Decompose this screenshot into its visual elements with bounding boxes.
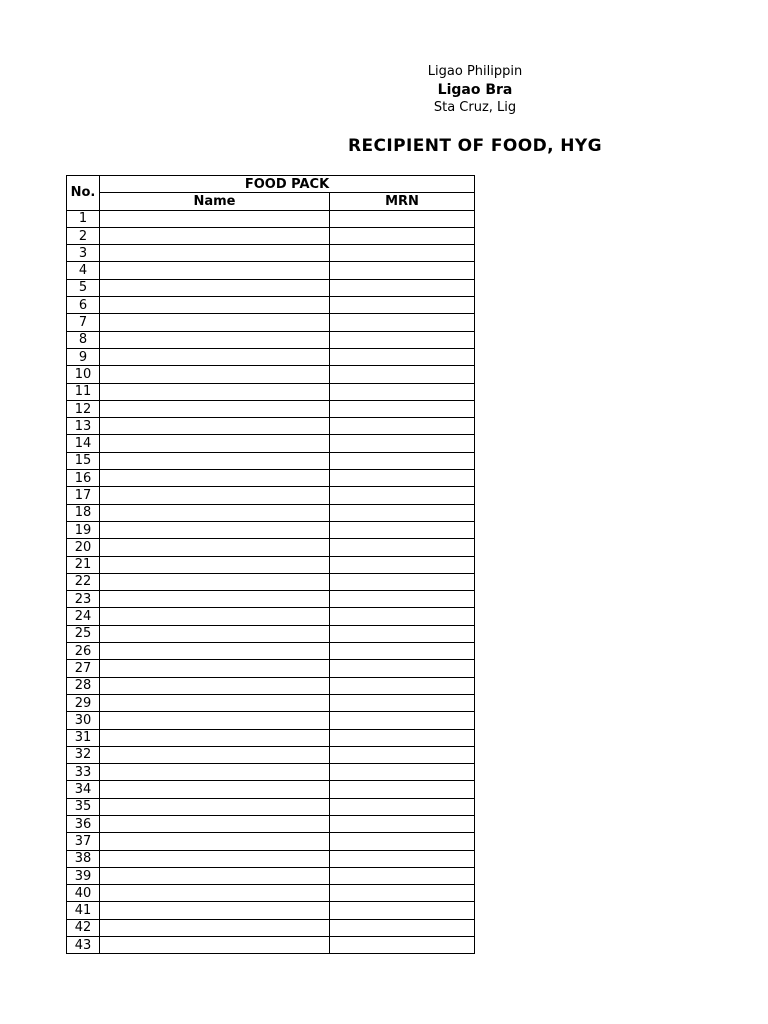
- row-number: 16: [67, 470, 100, 487]
- table-row: [67, 746, 475, 763]
- row-number: 13: [67, 418, 100, 435]
- mrn-cell[interactable]: [330, 487, 475, 504]
- name-cell[interactable]: [100, 504, 330, 521]
- mrn-cell[interactable]: [330, 660, 475, 677]
- row-number: 39: [67, 867, 100, 884]
- row-number: 37: [67, 833, 100, 850]
- table-row: [67, 297, 475, 314]
- row-number: 34: [67, 781, 100, 798]
- name-cell[interactable]: [100, 729, 330, 746]
- name-cell[interactable]: [100, 919, 330, 936]
- row-number: 30: [67, 712, 100, 729]
- mrn-cell[interactable]: [330, 400, 475, 417]
- mrn-cell[interactable]: [330, 608, 475, 625]
- mrn-cell[interactable]: [330, 867, 475, 884]
- table-row: [67, 435, 475, 452]
- row-number: 32: [67, 746, 100, 763]
- table-row: [67, 937, 475, 954]
- table-row: [67, 919, 475, 936]
- table-row: [67, 815, 475, 832]
- name-cell[interactable]: [100, 452, 330, 469]
- name-cell[interactable]: [100, 314, 330, 331]
- table-row: [67, 712, 475, 729]
- name-cell[interactable]: [100, 608, 330, 625]
- mrn-cell[interactable]: [330, 781, 475, 798]
- row-number: 26: [67, 643, 100, 660]
- table-row: [67, 487, 475, 504]
- row-number: 2: [67, 227, 100, 244]
- name-cell[interactable]: [100, 470, 330, 487]
- name-cell[interactable]: [100, 867, 330, 884]
- branch-name: Ligao Bra: [437, 82, 513, 98]
- mrn-cell[interactable]: [330, 227, 475, 244]
- row-number: 23: [67, 591, 100, 608]
- name-cell[interactable]: [100, 625, 330, 642]
- table-row: [67, 643, 475, 660]
- name-cell[interactable]: [100, 781, 330, 798]
- table-row: [67, 625, 475, 642]
- mrn-cell[interactable]: [330, 902, 475, 919]
- mrn-cell[interactable]: [330, 798, 475, 815]
- table-row: [67, 521, 475, 538]
- row-number: 25: [67, 625, 100, 642]
- mrn-cell[interactable]: [330, 833, 475, 850]
- name-cell[interactable]: [100, 297, 330, 314]
- table-row: [67, 383, 475, 400]
- mrn-cell[interactable]: [330, 591, 475, 608]
- table-row: [67, 694, 475, 711]
- row-number: 11: [67, 383, 100, 400]
- table-row: [67, 885, 475, 902]
- mrn-cell[interactable]: [330, 556, 475, 573]
- table-row: [67, 591, 475, 608]
- mrn-cell[interactable]: [330, 625, 475, 642]
- row-number: 9: [67, 348, 100, 365]
- mrn-cell[interactable]: [330, 504, 475, 521]
- table-row: [67, 556, 475, 573]
- row-number: 42: [67, 919, 100, 936]
- name-cell[interactable]: [100, 383, 330, 400]
- name-cell[interactable]: [100, 591, 330, 608]
- mrn-cell[interactable]: [330, 470, 475, 487]
- name-cell[interactable]: [100, 764, 330, 781]
- mrn-cell[interactable]: [330, 712, 475, 729]
- row-number: 40: [67, 885, 100, 902]
- name-cell[interactable]: [100, 902, 330, 919]
- mrn-cell[interactable]: [330, 937, 475, 954]
- mrn-cell[interactable]: [330, 573, 475, 590]
- name-cell[interactable]: [100, 366, 330, 383]
- name-cell[interactable]: [100, 643, 330, 660]
- mrn-cell[interactable]: [330, 279, 475, 296]
- column-header-name: Name: [100, 193, 330, 210]
- mrn-cell[interactable]: [330, 262, 475, 279]
- mrn-cell[interactable]: [330, 746, 475, 763]
- row-number: 8: [67, 331, 100, 348]
- table-row: [67, 573, 475, 590]
- name-cell[interactable]: [100, 573, 330, 590]
- row-number: 18: [67, 504, 100, 521]
- group-header-food-pack: FOOD PACK: [100, 176, 475, 193]
- table-row: [67, 867, 475, 884]
- row-number: 22: [67, 573, 100, 590]
- table-row: [67, 210, 475, 227]
- row-number: 20: [67, 539, 100, 556]
- column-header-no: No.: [67, 176, 100, 211]
- name-cell[interactable]: [100, 660, 330, 677]
- row-number: 21: [67, 556, 100, 573]
- row-number: 6: [67, 297, 100, 314]
- name-cell[interactable]: [100, 885, 330, 902]
- table-body: [67, 210, 475, 954]
- mrn-cell[interactable]: [330, 314, 475, 331]
- mrn-cell[interactable]: [330, 521, 475, 538]
- name-cell[interactable]: [100, 712, 330, 729]
- name-cell[interactable]: [100, 435, 330, 452]
- row-number: 38: [67, 850, 100, 867]
- name-cell[interactable]: [100, 400, 330, 417]
- row-number: 3: [67, 245, 100, 262]
- branch-address: Sta Cruz, Lig: [433, 100, 517, 115]
- table-row: [67, 262, 475, 279]
- name-cell[interactable]: [100, 521, 330, 538]
- row-number: 19: [67, 521, 100, 538]
- name-cell[interactable]: [100, 418, 330, 435]
- table-row: [67, 902, 475, 919]
- row-number: 17: [67, 487, 100, 504]
- table-row: [67, 279, 475, 296]
- name-cell[interactable]: [100, 245, 330, 262]
- mrn-cell[interactable]: [330, 694, 475, 711]
- table-row: [67, 366, 475, 383]
- mrn-cell[interactable]: [330, 919, 475, 936]
- mrn-cell[interactable]: [330, 383, 475, 400]
- row-number: 7: [67, 314, 100, 331]
- name-cell[interactable]: [100, 798, 330, 815]
- mrn-cell[interactable]: [330, 850, 475, 867]
- table-row: [67, 452, 475, 469]
- row-number: 24: [67, 608, 100, 625]
- table-row: [67, 348, 475, 365]
- row-number: 5: [67, 279, 100, 296]
- name-cell[interactable]: [100, 833, 330, 850]
- mrn-cell[interactable]: [330, 297, 475, 314]
- row-number: 33: [67, 764, 100, 781]
- name-cell[interactable]: [100, 331, 330, 348]
- name-cell[interactable]: [100, 850, 330, 867]
- table-row: [67, 227, 475, 244]
- row-number: 27: [67, 660, 100, 677]
- table-row: [67, 833, 475, 850]
- name-cell[interactable]: [100, 539, 330, 556]
- row-number: 14: [67, 435, 100, 452]
- table-row: [67, 314, 475, 331]
- name-cell[interactable]: [100, 746, 330, 763]
- mrn-cell[interactable]: [330, 764, 475, 781]
- row-number: 41: [67, 902, 100, 919]
- row-number: 4: [67, 262, 100, 279]
- name-cell[interactable]: [100, 694, 330, 711]
- name-cell[interactable]: [100, 487, 330, 504]
- table-row: [67, 418, 475, 435]
- mrn-cell[interactable]: [330, 366, 475, 383]
- organization-name: Ligao Philippin: [427, 64, 523, 79]
- mrn-cell[interactable]: [330, 245, 475, 262]
- document-title: RECIPIENT OF FOOD, HYG: [348, 136, 602, 156]
- mrn-cell[interactable]: [330, 885, 475, 902]
- row-number: 28: [67, 677, 100, 694]
- row-number: 36: [67, 815, 100, 832]
- table-row: [67, 245, 475, 262]
- table-row: [67, 850, 475, 867]
- mrn-cell[interactable]: [330, 331, 475, 348]
- table-row: [67, 470, 475, 487]
- recipient-table: [66, 175, 475, 954]
- table-row: [67, 729, 475, 746]
- name-cell[interactable]: [100, 937, 330, 954]
- mrn-cell[interactable]: [330, 677, 475, 694]
- row-number: 1: [67, 210, 100, 227]
- row-number: 12: [67, 400, 100, 417]
- name-cell[interactable]: [100, 815, 330, 832]
- mrn-cell[interactable]: [330, 435, 475, 452]
- name-cell[interactable]: [100, 348, 330, 365]
- mrn-cell[interactable]: [330, 418, 475, 435]
- table-row: [67, 608, 475, 625]
- column-header-mrn: MRN: [330, 193, 475, 210]
- row-number: 43: [67, 937, 100, 954]
- mrn-cell[interactable]: [330, 348, 475, 365]
- name-cell[interactable]: [100, 279, 330, 296]
- table-row: [67, 504, 475, 521]
- name-cell[interactable]: [100, 227, 330, 244]
- mrn-cell[interactable]: [330, 643, 475, 660]
- table-row: [67, 764, 475, 781]
- table-row: [67, 798, 475, 815]
- table-row: [67, 539, 475, 556]
- table-row: [67, 677, 475, 694]
- mrn-cell[interactable]: [330, 815, 475, 832]
- mrn-cell[interactable]: [330, 210, 475, 227]
- table-row: [67, 781, 475, 798]
- row-number: 10: [67, 366, 100, 383]
- row-number: 35: [67, 798, 100, 815]
- name-cell[interactable]: [100, 677, 330, 694]
- table-row: [67, 331, 475, 348]
- name-cell[interactable]: [100, 210, 330, 227]
- mrn-cell[interactable]: [330, 539, 475, 556]
- mrn-cell[interactable]: [330, 452, 475, 469]
- row-number: 29: [67, 694, 100, 711]
- table-row: [67, 400, 475, 417]
- name-cell[interactable]: [100, 262, 330, 279]
- mrn-cell[interactable]: [330, 729, 475, 746]
- name-cell[interactable]: [100, 556, 330, 573]
- row-number: 15: [67, 452, 100, 469]
- row-number: 31: [67, 729, 100, 746]
- table-row: [67, 660, 475, 677]
